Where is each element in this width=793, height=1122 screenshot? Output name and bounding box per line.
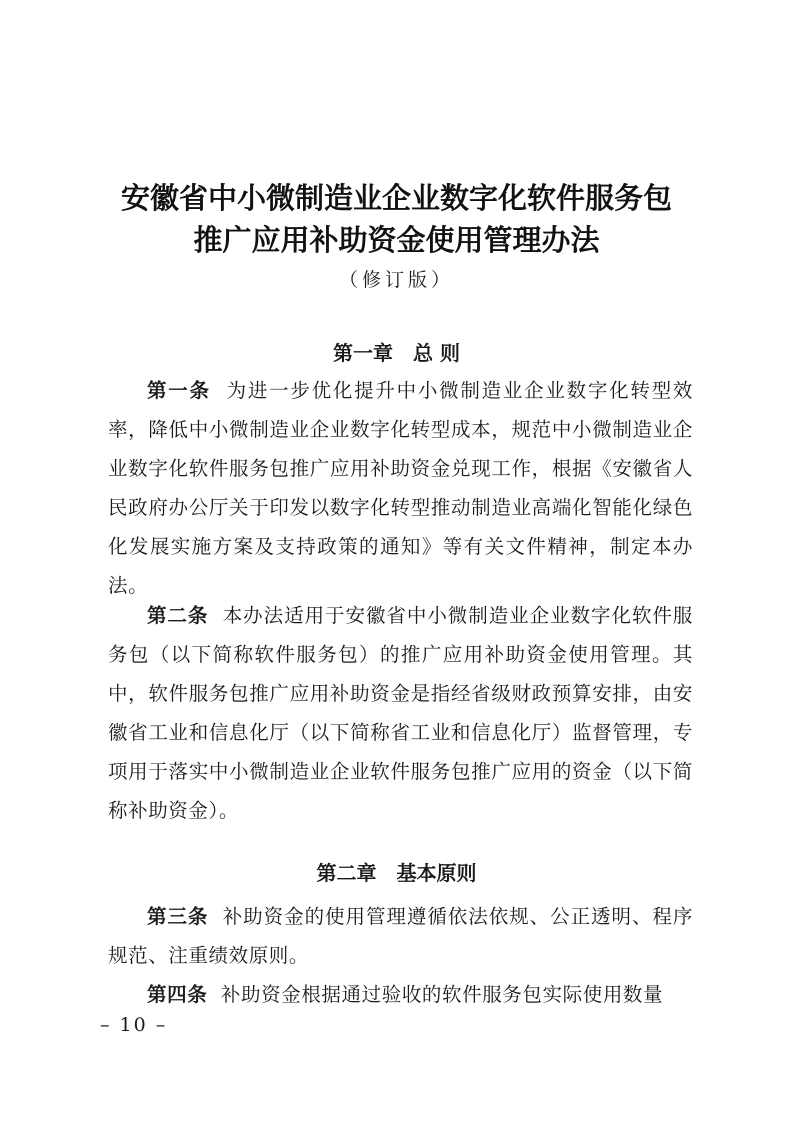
- article-4-label: 第四条: [147, 983, 208, 1006]
- article-1-text: 为进一步优化提升中小微制造业企业数字化转型效率，降低中小微制造业企业数字化转型成本，规范中小微制造业企业数字化软件服务包推广应用补助资金兑现工作，根据《安徽省人民政府办公厅关于印发以数字化转型推动制造业高端化智能化绿色化发展实施方案及支持政策的通知》等有关文件精神，制定本办法。: [108, 379, 693, 597]
- chapter-1-heading: 第一章 总 则: [333, 341, 460, 365]
- article-1-label: 第一条: [147, 379, 211, 402]
- article-2-text: 本办法适用于安徽省中小微制造业企业数字化软件服务包（以下简称软件服务包）的推广应用补助资金使用管理。其中，软件服务包推广应用补助资金是指经省级财政预算安排，由安徽省工业和信息化厅（以下简称省工业和信息化厅）监督管理，专项用于落实中小微制造业企业软件服务包推广应用的资金（以下简称补助资金）。: [108, 604, 693, 822]
- document-title-line-1: 安徽省中小微制造业企业数字化软件服务包: [120, 181, 672, 215]
- article-3: [108, 897, 693, 975]
- article-4: [108, 975, 693, 1014]
- document-subtitle: （修订版）: [338, 269, 454, 291]
- article-2: [108, 596, 693, 830]
- document-title-line-2: 推广应用补助资金使用管理办法: [193, 223, 600, 257]
- article-2-label: 第二条: [147, 604, 209, 627]
- article-1: [108, 371, 693, 605]
- page-number: – 10 –: [100, 1014, 168, 1036]
- article-4-text: 补助资金根据通过验收的软件服务包实际使用数量: [220, 983, 664, 1006]
- article-3-label: 第三条: [147, 905, 209, 928]
- chapter-2-heading: 第二章 基本原则: [316, 861, 477, 885]
- article-3-text: 补助资金的使用管理遵循依法依规、公正透明、程序规范、注重绩效原则。: [108, 905, 693, 967]
